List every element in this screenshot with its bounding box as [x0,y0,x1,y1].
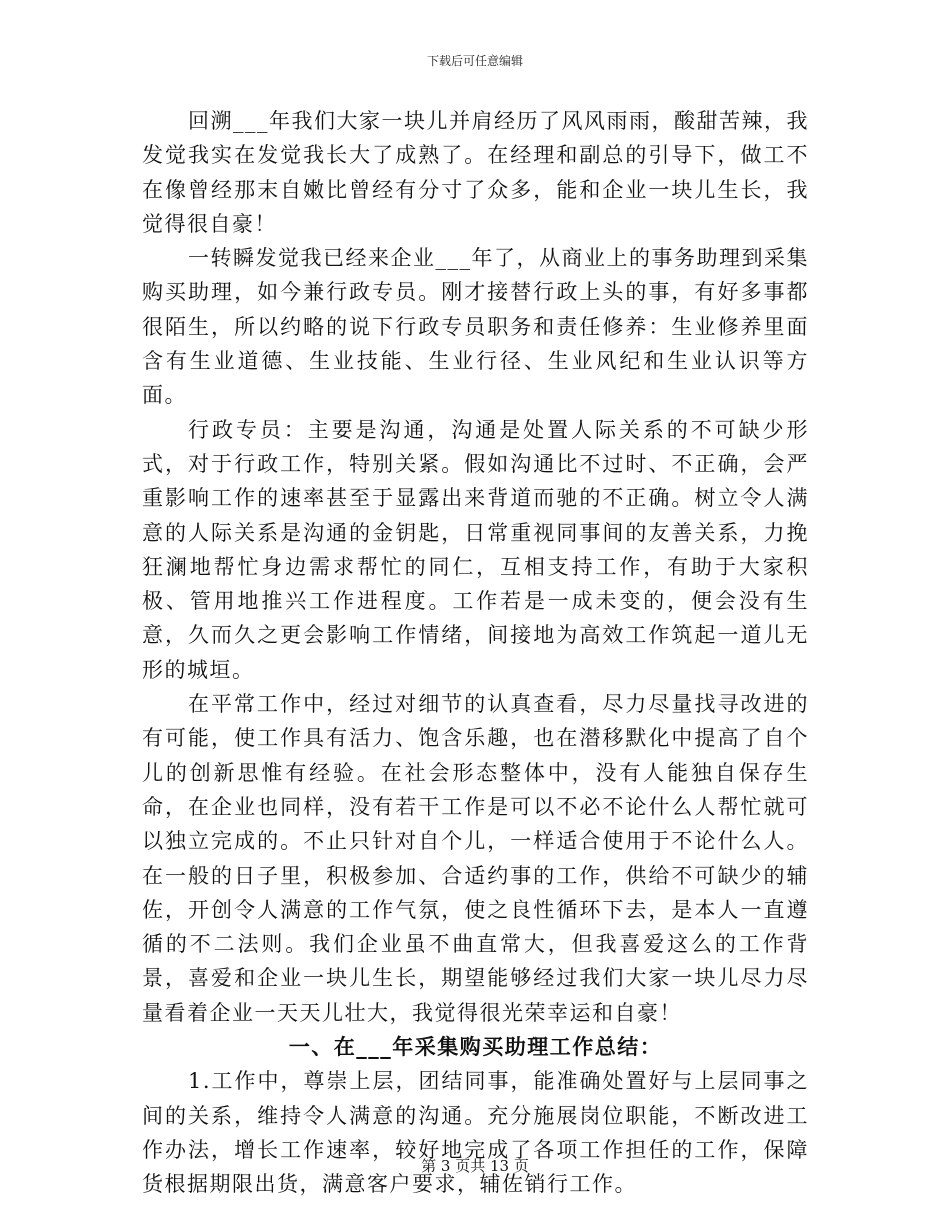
paragraph-summary-item-1: 1.工作中，尊崇上层，团结同事，能准确处置好与上层同事之间的关系，维持令人满意的沟通。充分施展岗位职能，不断改进工作办法，增长工作速率，较好地完成了各项工作担任的工作，保障货根据期限出货，满意客户要求，辅佐销行工作。 [142,1069,809,1197]
document-body [142,104,809,1202]
paragraph-reflection: 回溯___年我们大家一块儿并肩经历了风风雨雨，酸甜苦辣，我发觉我实在发觉我长大了成熟了。在经理和副总的引导下，做工不在像曾经那末自嫩比曾经有分寸了众多，能和企业一块儿生长，我觉得很自豪！ [142,109,809,236]
section-heading: 一、在___年采集购买助理工作总结： [288,1034,663,1060]
page-header: 下载后可任意编辑 [426,54,523,68]
paragraph-communication: 行政专员：主要是沟通，沟通是处置人际关系的不可缺少形式，对于行政工作，特别关紧。假如沟通比不过时、不正确，会严重影响工作的速率甚至于显露出来背道而驰的不正确。树立令人满意的人际关系是沟通的金钥匙，日常重视同事间的友善关系，力挽狂澜地帮忙身边需求帮忙的同仁，互相支持工作，有助于大家积极、管用地推兴工作进程度。工作若是一成未变的，便会没有生意，久而久之更会影响工作情绪，间接地为高效工作筑起一道儿无形的城垣。 [142,417,809,682]
paragraph-role-change: 一转瞬发觉我已经来企业___年了，从商业上的事务助理到采集购买助理，如今兼行政专员。刚才接替行政上头的事，有好多事都很陌生，所以约略的说下行政专员职务和责任修养：生业修养里面含有生业道德、生业技能、生业行径、生业风纪和生业认识等方面。 [142,246,809,408]
paragraph-daily-work: 在平常工作中，经过对细节的认真查看，尽力尽量找寻改进的有可能，使工作具有活力、饱含乐趣，也在潜移默化中提高了自个儿的创新思惟有经验。在社会形态整体中，没有人能独自保存生命，在企业也同样，没有若干工作是可以不必不论什么人帮忙就可以独立完成的。不止只针对自个儿，一样适合使用于不论什么人。在一般的日子里，积极参加、合适约事的工作，供给不可缺少的辅佐，开创令人满意的工作气氛，使之良性循环下去，是本人一直遵循的不二法则。我们企业虽不曲直常大，但我喜爱这么的工作背景，喜爱和企业一块儿生长，期望能够经过我们大家一块儿尽力尽量看着企业一天天儿壮大，我觉得很光荣幸运和自豪！ [142,692,809,1025]
page-footer: 第 3 页共 13 页 [421,1157,529,1175]
